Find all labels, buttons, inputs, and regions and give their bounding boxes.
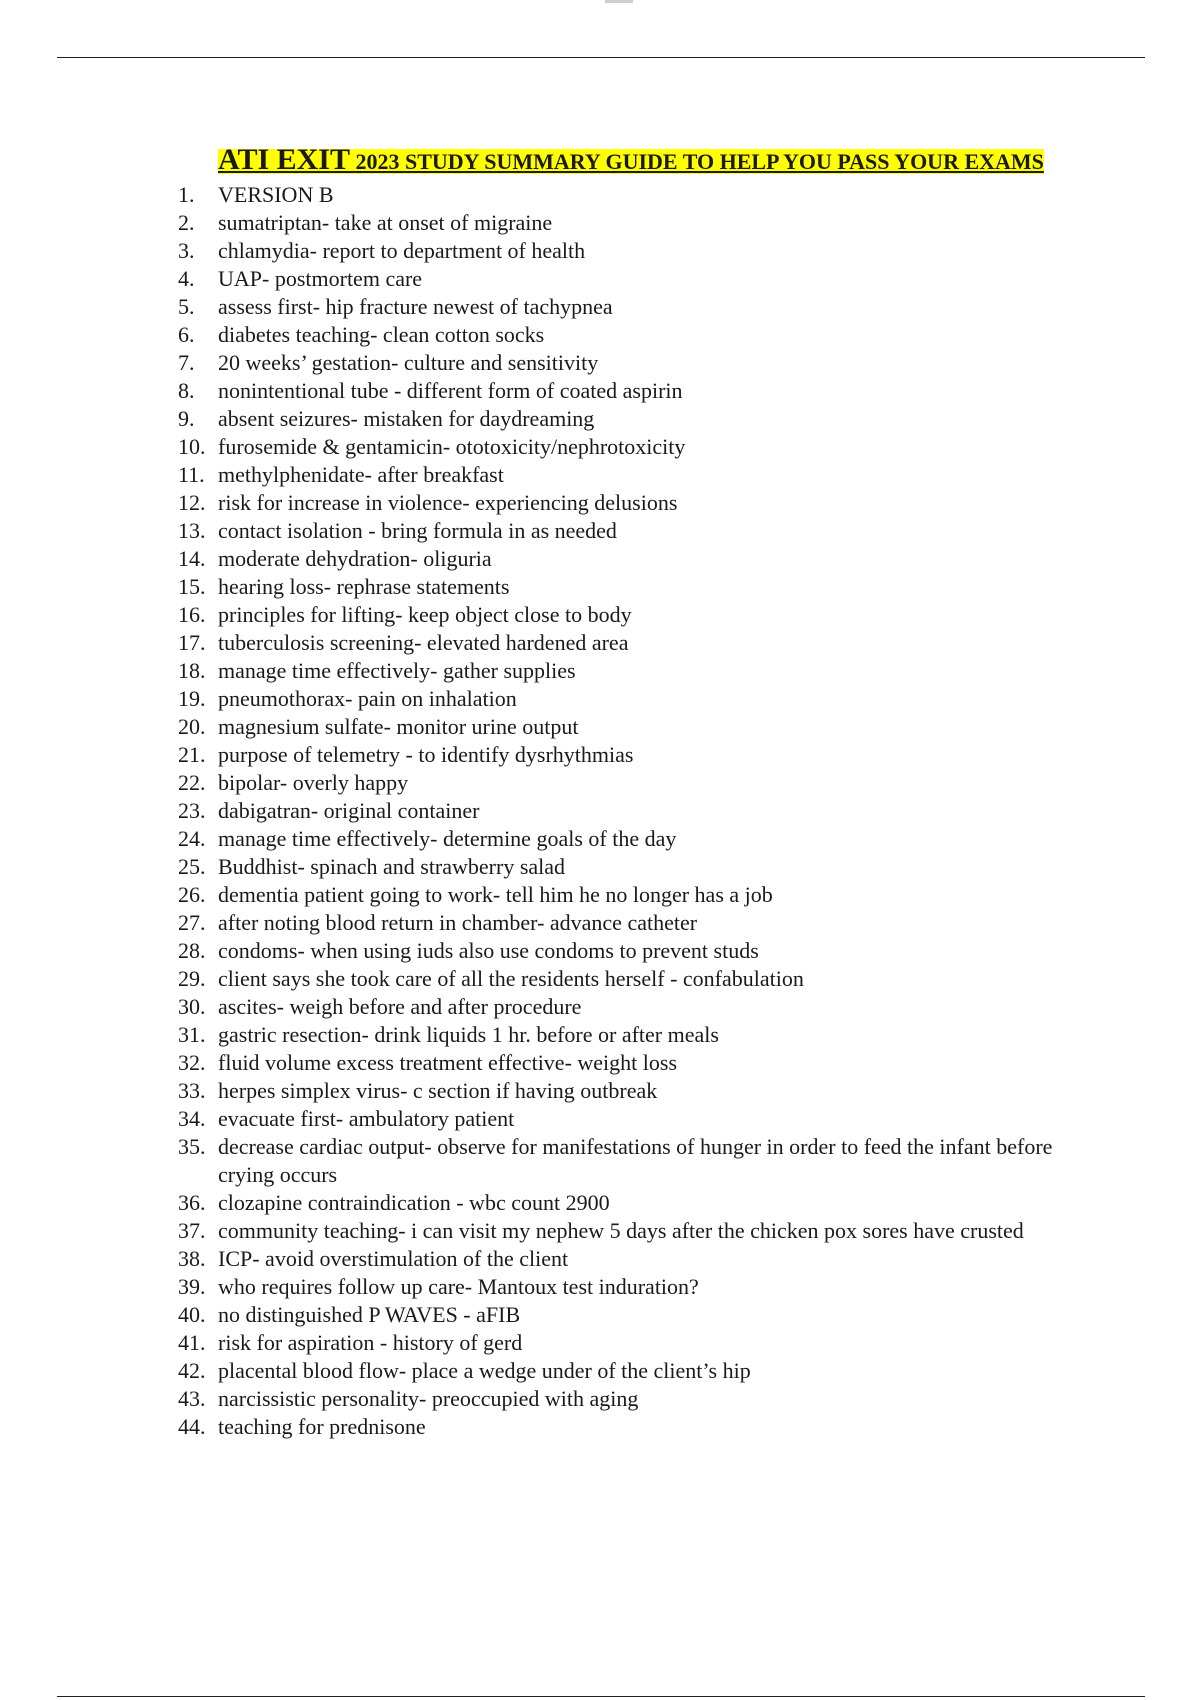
list-item-text: evacuate first- ambulatory patient	[218, 1106, 515, 1131]
list-item	[178, 965, 1078, 993]
list-item	[178, 237, 1078, 265]
list-item-number: 15.	[178, 574, 206, 599]
list-item-number: 20.	[178, 714, 206, 739]
list-item	[178, 825, 1078, 853]
list-item-text: herpes simplex virus- c section if having outbreak	[218, 1078, 658, 1103]
list-item	[178, 545, 1078, 573]
list-item-number: 33.	[178, 1078, 206, 1103]
list-item-number: 12.	[178, 490, 206, 515]
list-item-text: absent seizures- mistaken for daydreaming	[218, 406, 595, 431]
list-item-text: decrease cardiac output- observe for manifestations of hunger in order to feed the infant before crying occurs	[218, 1134, 1053, 1187]
list-item-number: 25.	[178, 854, 206, 879]
list-item-text: 20 weeks’ gestation- culture and sensitivity	[218, 350, 599, 375]
list-item-number: 16.	[178, 602, 206, 627]
list-item	[178, 741, 1078, 769]
list-item	[178, 713, 1078, 741]
list-item-number: 9.	[178, 406, 195, 431]
list-item-number: 34.	[178, 1106, 206, 1131]
list-item	[178, 769, 1078, 797]
list-item-text: tuberculosis screening- elevated hardened area	[218, 630, 629, 655]
list-item-number: 17.	[178, 630, 206, 655]
list-item	[178, 209, 1078, 237]
document-title	[218, 144, 1078, 177]
list-item-number: 43.	[178, 1386, 206, 1411]
list-item-number: 27.	[178, 910, 206, 935]
list-item-number: 40.	[178, 1302, 206, 1327]
study-list	[178, 181, 1078, 1441]
list-item	[178, 629, 1078, 657]
list-item-number: 5.	[178, 294, 195, 319]
list-item-number: 39.	[178, 1274, 206, 1299]
list-item	[178, 881, 1078, 909]
list-item	[178, 349, 1078, 377]
list-item-text: no distinguished P WAVES - aFIB	[218, 1302, 521, 1327]
list-item-text: who requires follow up care- Mantoux test induration?	[218, 1274, 699, 1299]
list-item-number: 8.	[178, 378, 195, 403]
footer-rule	[57, 1696, 1145, 1697]
list-item-number: 24.	[178, 826, 206, 851]
list-item-number: 7.	[178, 350, 195, 375]
list-item	[178, 1357, 1078, 1385]
list-item-number: 21.	[178, 742, 206, 767]
list-item-text: narcissistic personality- preoccupied with aging	[218, 1386, 639, 1411]
list-item	[178, 321, 1078, 349]
list-item	[178, 1245, 1078, 1273]
list-item-number: 22.	[178, 770, 206, 795]
list-item-text: diabetes teaching- clean cotton socks	[218, 322, 545, 347]
title-subtitle: 2023 STUDY SUMMARY GUIDE TO HELP YOU PASS YOUR EXAMS	[349, 149, 1044, 174]
list-item	[178, 433, 1078, 461]
list-item	[178, 1049, 1078, 1077]
list-item	[178, 1385, 1078, 1413]
list-item-number: 23.	[178, 798, 206, 823]
list-item	[178, 909, 1078, 937]
list-item-text: methylphenidate- after breakfast	[218, 462, 504, 487]
list-item-number: 10.	[178, 434, 206, 459]
list-item	[178, 1189, 1078, 1217]
list-item-number: 13.	[178, 518, 206, 543]
list-item-number: 42.	[178, 1358, 206, 1383]
list-item-text: manage time effectively- determine goals of the day	[218, 826, 677, 851]
list-item-text: Buddhist- spinach and strawberry salad	[218, 854, 566, 879]
page-top-tab	[605, 0, 633, 3]
list-item	[178, 601, 1078, 629]
list-item-text: condoms- when using iuds also use condoms to prevent studs	[218, 938, 759, 963]
list-item-text: sumatriptan- take at onset of migraine	[218, 210, 553, 235]
list-item-text: manage time effectively- gather supplies	[218, 658, 576, 683]
list-item	[178, 1077, 1078, 1105]
list-item-number: 37.	[178, 1218, 206, 1243]
list-item-number: 36.	[178, 1190, 206, 1215]
list-item-text: ICP- avoid overstimulation of the client	[218, 1246, 569, 1271]
list-item	[178, 293, 1078, 321]
list-item-text: chlamydia- report to department of health	[218, 238, 586, 263]
list-item-text: nonintentional tube - different form of coated aspirin	[218, 378, 683, 403]
list-item-number: 4.	[178, 266, 195, 291]
list-item	[178, 181, 1078, 209]
list-item	[178, 685, 1078, 713]
list-item-text: dementia patient going to work- tell him he no longer has a job	[218, 882, 773, 907]
list-item-text: dabigatran- original container	[218, 798, 480, 823]
list-item-text: gastric resection- drink liquids 1 hr. before or after meals	[218, 1022, 719, 1047]
list-item	[178, 937, 1078, 965]
list-item-text: bipolar- overly happy	[218, 770, 409, 795]
list-item-text: moderate dehydration- oliguria	[218, 546, 492, 571]
list-item-number: 28.	[178, 938, 206, 963]
list-item-number: 11.	[178, 462, 205, 487]
list-item-text: ascites- weigh before and after procedure	[218, 994, 582, 1019]
header-rule	[57, 57, 1145, 58]
list-item	[178, 993, 1078, 1021]
list-item-text: community teaching- i can visit my nephew 5 days after the chicken pox sores have crusted	[218, 1218, 1024, 1243]
list-item	[178, 657, 1078, 685]
list-item-number: 26.	[178, 882, 206, 907]
list-item	[178, 377, 1078, 405]
list-item	[178, 853, 1078, 881]
list-item-text: pneumothorax- pain on inhalation	[218, 686, 517, 711]
list-item	[178, 1021, 1078, 1049]
list-item-text: risk for increase in violence- experiencing delusions	[218, 490, 678, 515]
list-item-number: 6.	[178, 322, 195, 347]
list-item-number: 31.	[178, 1022, 206, 1047]
list-item	[178, 1329, 1078, 1357]
list-item-text: risk for aspiration - history of gerd	[218, 1330, 523, 1355]
list-item	[178, 1273, 1078, 1301]
list-item	[178, 1133, 1078, 1189]
list-item	[178, 461, 1078, 489]
list-item-text: client says she took care of all the residents herself - confabulation	[218, 966, 804, 991]
list-item-number: 18.	[178, 658, 206, 683]
list-item	[178, 1413, 1078, 1441]
list-item	[178, 1105, 1078, 1133]
list-item-text: fluid volume excess treatment effective- weight loss	[218, 1050, 678, 1075]
list-item-number: 32.	[178, 1050, 206, 1075]
list-item	[178, 265, 1078, 293]
list-item	[178, 797, 1078, 825]
list-item-text: placental blood flow- place a wedge under of the client’s hip	[218, 1358, 751, 1383]
list-item-number: 2.	[178, 210, 195, 235]
list-item	[178, 1301, 1078, 1329]
list-item-text: assess first- hip fracture newest of tachypnea	[218, 294, 613, 319]
list-item	[178, 573, 1078, 601]
list-item-text: magnesium sulfate- monitor urine output	[218, 714, 579, 739]
list-item-text: furosemide & gentamicin- ototoxicity/nephrotoxicity	[218, 434, 686, 459]
list-item-number: 38.	[178, 1246, 206, 1271]
list-item-number: 44.	[178, 1414, 206, 1439]
list-item-number: 35.	[178, 1134, 206, 1159]
list-item-text: hearing loss- rephrase statements	[218, 574, 510, 599]
list-item	[178, 1217, 1078, 1245]
title-main: ATI EXIT	[218, 143, 350, 176]
list-item-text: after noting blood return in chamber- advance catheter	[218, 910, 698, 935]
document-body	[178, 143, 1078, 1441]
list-item-number: 19.	[178, 686, 206, 711]
list-item-number: 3.	[178, 238, 195, 263]
list-item-number: 30.	[178, 994, 206, 1019]
list-item	[178, 489, 1078, 517]
list-item-number: 29.	[178, 966, 206, 991]
list-item-text: contact isolation - bring formula in as needed	[218, 518, 617, 543]
list-item-text: purpose of telemetry - to identify dysrhythmias	[218, 742, 634, 767]
list-item-text: clozapine contraindication - wbc count 2900	[218, 1190, 610, 1215]
list-item-text: principles for lifting- keep object close to body	[218, 602, 632, 627]
list-item-number: 41.	[178, 1330, 206, 1355]
list-item-text: UAP- postmortem care	[218, 266, 423, 291]
list-item	[178, 405, 1078, 433]
list-item-text: VERSION B	[218, 182, 334, 207]
list-item-text: teaching for prednisone	[218, 1414, 426, 1439]
list-item-number: 14.	[178, 546, 206, 571]
list-item	[178, 517, 1078, 545]
list-item-number: 1.	[178, 182, 195, 207]
